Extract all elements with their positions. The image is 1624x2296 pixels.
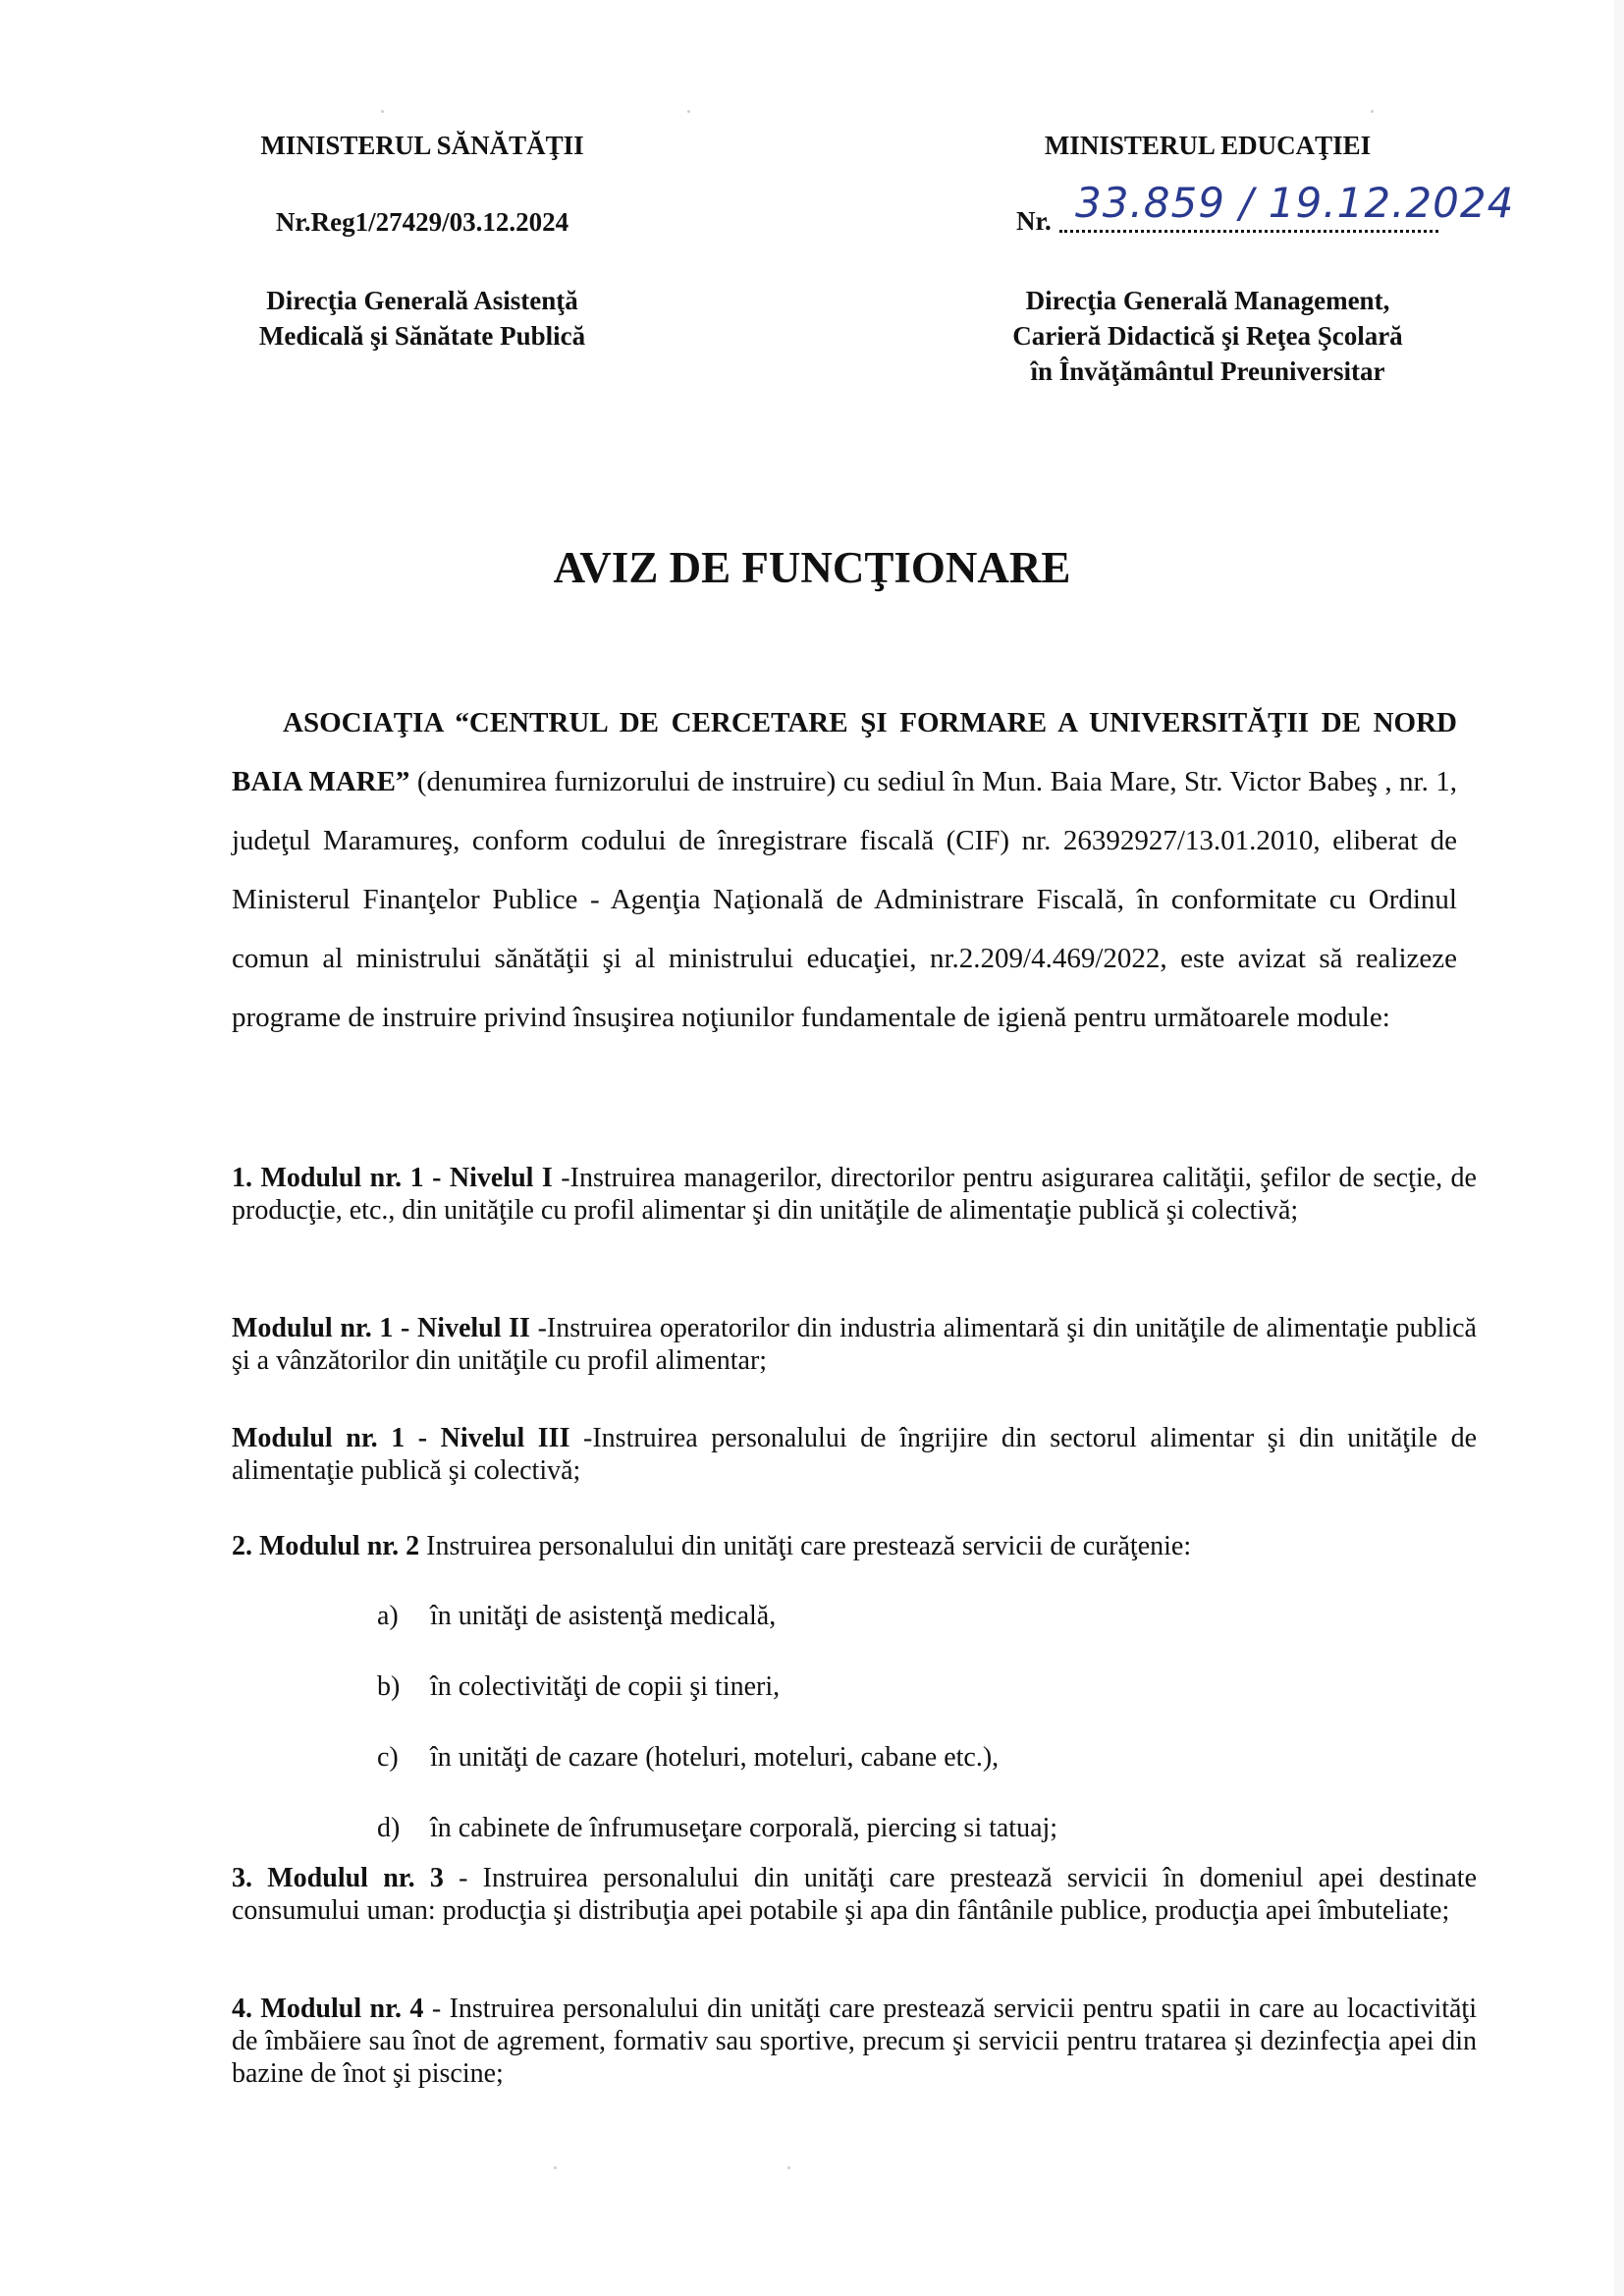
module-item — [232, 1162, 1477, 1227]
header-right-number — [1016, 179, 1515, 236]
list-item — [377, 1601, 776, 1632]
header-right-directorate-line3: în Învăţământul Preuniversitar — [1030, 356, 1385, 386]
header-right-ministry: MINISTERUL EDUCAŢIEI — [1044, 131, 1372, 160]
intro-text: (denumirea furnizorului de instruire) cu sediul în Mun. Baia Mare, Str. Victor Babeş , nr. 1, judeţul Maramureş, conform codului de înregistrare fiscală (CIF) nr. 26392927/13.01.2010, eliberat de Ministerul Finanţelor Publice - Agenţia Naţională de Administrare Fiscală, în conformitate cu Ordinul comun al ministrului sănătăţii şi al ministrului educaţiei, nr.2.209/4.469/2022, este avizat să realizeze programe de instruire privind însuşirea noţiunilor fundamentale de igienă pentru următoarele module: — [232, 766, 1458, 1033]
list-letter: b) — [377, 1671, 401, 1702]
module-text: -Instruirea managerilor, directorilor pentru asigurarea calităţii, şefilor de secţie, de producţie, etc., din unităţile cu profil alimentar şi din unităţile de alimentaţie publică şi colectivă; — [232, 1163, 1477, 1226]
module-text: -Instruirea operatorilor din industria alimentară şi din unităţile de alimentaţie publică şi a vânzătorilor din unităţile cu profil alimentar; — [232, 1313, 1477, 1376]
module-text: Instruirea personalului din unităţi care prestează servicii de curăţenie: — [419, 1531, 1192, 1561]
list-letter: d) — [377, 1813, 401, 1843]
scan-speck — [687, 110, 690, 113]
module-label: 3. Modulul nr. 3 — [232, 1863, 444, 1893]
number-dotted-line — [1059, 230, 1438, 233]
module-label: 4. Modulul nr. 4 — [232, 1994, 424, 2024]
module-item — [232, 1312, 1477, 1377]
header-right-directorate-line1: Direcţia Generală Management, — [1025, 286, 1390, 315]
header-left-ministry: MINISTERUL SĂNĂTĂŢII — [260, 131, 584, 160]
list-item — [377, 1742, 999, 1774]
module-text: - Instruirea personalului din unităţi care prestează servicii în domeniul apei destinate consumului uman: producţia şi distribuţia apei potabile şi apa din fântânile publice, producţia apei îmbuteliate; — [232, 1863, 1478, 1926]
list-text: în colectivităţi de copii şi tineri, — [430, 1671, 781, 1702]
module-text: -Instruirea personalului de îngrijire din sectorul alimentar şi din unităţile de alimentaţie publică şi colectivă; — [232, 1423, 1477, 1486]
scan-speck — [381, 110, 384, 113]
module-label: 1. Modulul nr. 1 - Nivelul I — [232, 1163, 553, 1193]
header-right-directorate-line2: Carieră Didactică şi Reţea Şcolară — [1012, 321, 1403, 351]
list-letter: c) — [377, 1742, 399, 1773]
scan-speck — [787, 2166, 790, 2169]
module-text: - Instruirea personalului din unităţi care prestează servicii pentru spatii in care au locactivităţi de îmbăiere sau înot de agrement, formativ sau sportive, precum şi servicii pentru tratarea şi dezinfecţia apei din bazine de înot şi piscine; — [232, 1994, 1477, 2089]
scan-speck — [1371, 110, 1374, 113]
scan-speck — [554, 2166, 557, 2169]
module-item — [232, 1530, 1477, 1562]
intro-paragraph — [232, 693, 1457, 1047]
header-left-directorate-line2: Medicală şi Sănătate Publică — [258, 321, 586, 351]
provider-name: ASOCIAŢIA “CENTRUL DE CERCETARE ŞI FORMARE A UNIVERSITĂŢII DE NORD BAIA MARE” — [232, 707, 1457, 797]
module-label: Modulul nr. 1 - Nivelul III — [232, 1423, 570, 1453]
module-item — [232, 1862, 1477, 1927]
handwritten-registration-number: 33.859 / 19.12.2024 — [1075, 179, 1515, 227]
document-title: AVIZ DE FUNCŢIONARE — [553, 543, 1071, 592]
list-text: în cabinete de înfrumuseţare corporală, piercing si tatuaj; — [430, 1813, 1058, 1843]
list-letter: a) — [377, 1601, 399, 1631]
list-text: în unităţi de cazare (hoteluri, moteluri, cabane etc.), — [430, 1742, 1000, 1773]
module-item — [232, 1422, 1477, 1487]
list-item — [377, 1813, 1057, 1844]
module-item — [232, 1993, 1477, 2090]
header-left-number: Nr.Reg1/27429/03.12.2024 — [275, 207, 569, 237]
scan-edge — [1614, 0, 1624, 2296]
module-label: Modulul nr. 1 - Nivelul II — [232, 1313, 530, 1343]
number-prefix: Nr. — [1016, 206, 1052, 236]
header-left-directorate-line1: Direcţia Generală Asistenţă — [266, 286, 578, 315]
module-label: 2. Modulul nr. 2 — [232, 1531, 420, 1561]
list-text: în unităţi de asistenţă medicală, — [430, 1601, 777, 1631]
list-item — [377, 1671, 780, 1703]
